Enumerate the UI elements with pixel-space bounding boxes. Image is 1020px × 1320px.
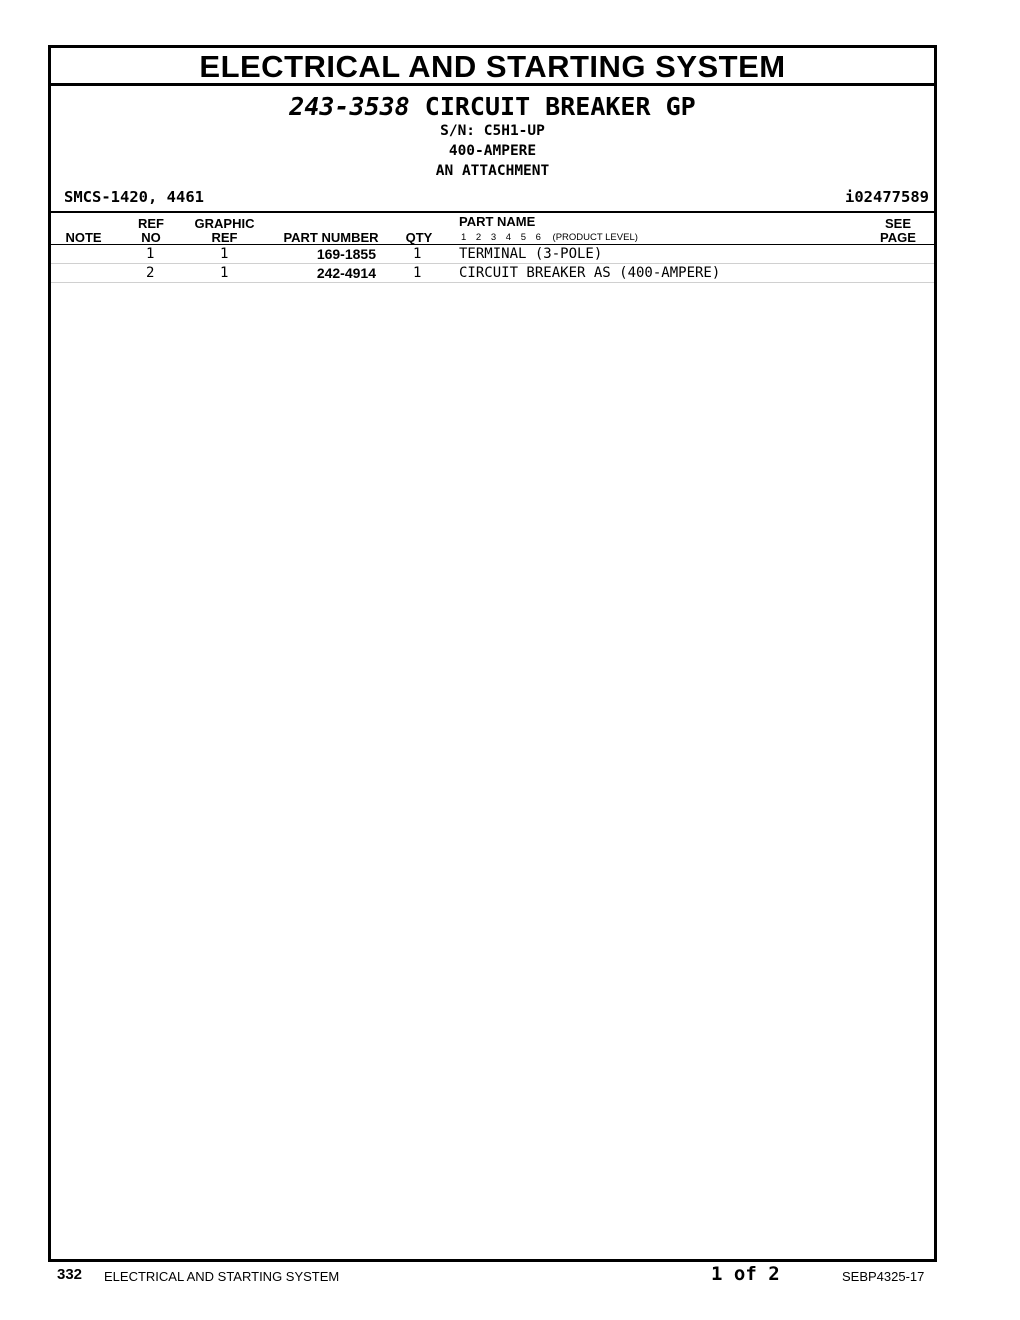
product-levels <box>461 232 638 243</box>
table-row <box>51 245 934 264</box>
part-name-cell: TERMINAL (3-POLE) <box>459 246 603 262</box>
ref-no-cell: 2 <box>146 265 155 281</box>
footer-section: ELECTRICAL AND STARTING SYSTEM <box>104 1269 340 1284</box>
attachment-line: AN ATTACHMENT <box>435 163 550 179</box>
group-title <box>51 92 934 122</box>
col-note-header: NOTE <box>65 230 102 245</box>
illustration-id: i02477589 <box>845 188 929 206</box>
group-number: 243-3538 <box>289 92 410 121</box>
graphic-ref-cell: 1 <box>220 246 229 262</box>
footer-page-number: 332 <box>57 1266 83 1283</box>
serial-number-line: S/N: C5H1-UP <box>440 123 545 139</box>
qty-cell: 1 <box>413 265 422 281</box>
ref-no-cell: 1 <box>146 246 155 262</box>
col-qty-header: QTY <box>405 230 433 245</box>
col-part-number-header: PART NUMBER <box>283 230 379 245</box>
part-number-cell: 169-1855 <box>316 246 376 262</box>
footer-doc-id: SEBP4325-17 <box>842 1269 925 1284</box>
col-graphic-ref-header-line2: REF <box>211 230 238 245</box>
footer-page-of: 1 of 2 <box>711 1263 780 1285</box>
col-part-name-header: PART NAME <box>459 214 536 229</box>
group-name: CIRCUIT BREAKER GP <box>424 92 696 121</box>
table-row <box>51 264 934 283</box>
part-name-cell: CIRCUIT BREAKER AS (400-AMPERE) <box>459 265 721 281</box>
ampere-line: 400-AMPERE <box>448 143 537 159</box>
parts-page-frame <box>48 45 937 1262</box>
col-graphic-ref-header-line1: GRAPHIC <box>194 216 255 231</box>
col-ref-no-header-line2: NO <box>141 230 161 245</box>
level-numbers: 1 2 3 4 5 6 <box>461 232 541 243</box>
section-title: ELECTRICAL AND STARTING SYSTEM <box>51 48 934 86</box>
col-ref-no-header-line1: REF <box>138 216 164 231</box>
header-divider <box>51 211 934 213</box>
col-see-page-header-line2: PAGE <box>880 230 916 245</box>
graphic-ref-cell: 1 <box>220 265 229 281</box>
part-number-cell: 242-4914 <box>316 265 376 281</box>
smcs-code: SMCS-1420, 4461 <box>64 188 204 206</box>
col-see-page-header-line1: SEE <box>884 216 911 231</box>
product-level-label: (PRODUCT LEVEL) <box>552 232 638 243</box>
qty-cell: 1 <box>413 246 422 262</box>
